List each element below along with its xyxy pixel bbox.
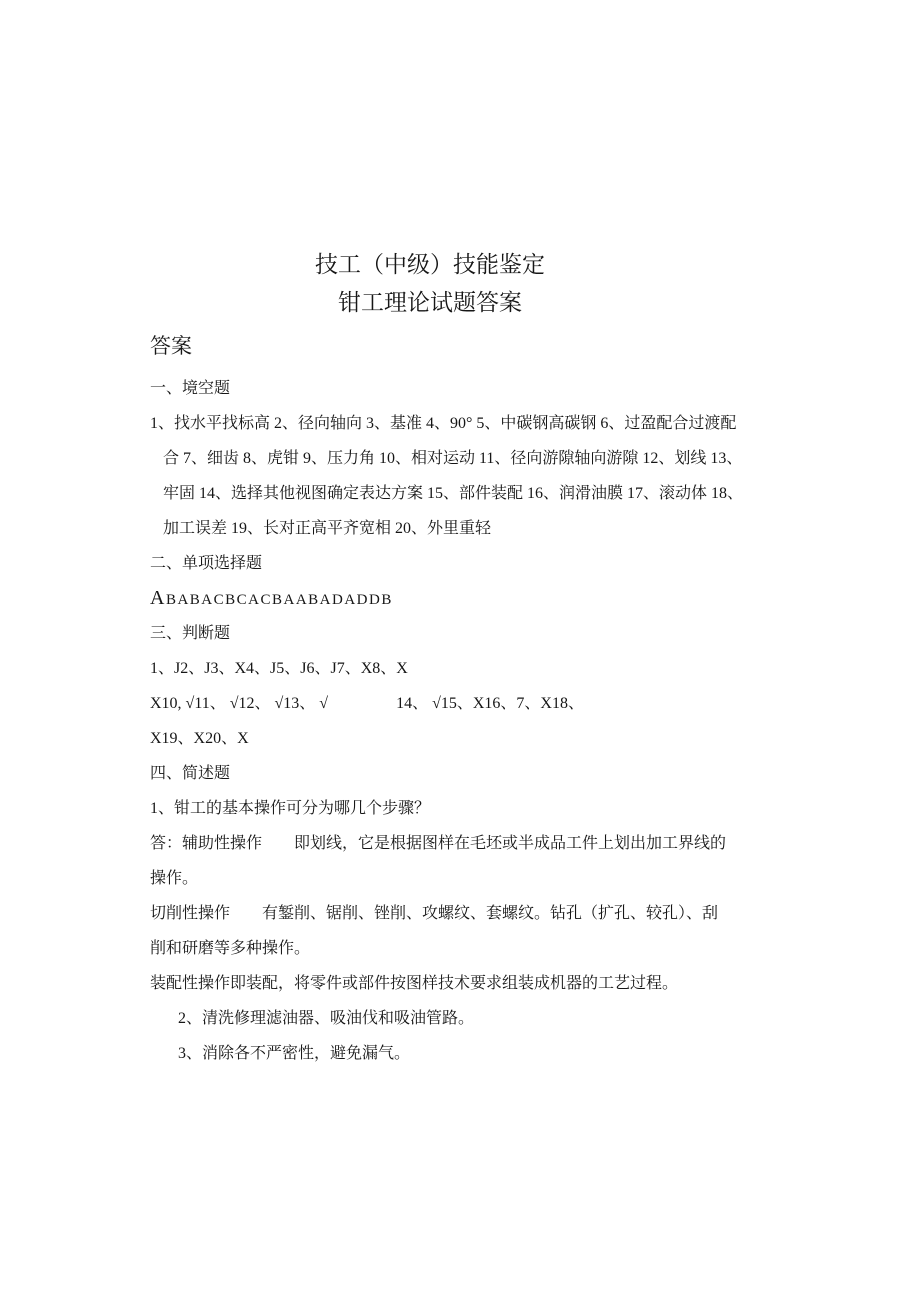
doc-line-16: 切削性操作 有錾削、锯削、锉削、攻螺纹、套螺纹。钻孔（扩孔、较孔）、刮 — [150, 905, 719, 922]
document-title-line2: 钳工理论试题答案 — [338, 290, 522, 315]
doc-line-18: 装配性操作即装配，将零件或部件按图样技术要求组装成机器的工艺过程。 — [150, 975, 679, 992]
document-title-line1: 技工（中级）技能鉴定 — [315, 252, 545, 277]
doc-line-3: 合 7、细齿 8、虎钳 9、压力角 10、相对运动 11、径向游隙轴向游隙 12、划线 13、 — [163, 450, 743, 467]
doc-line-15: 操作。 — [150, 870, 199, 887]
doc-line-13: 1、钳工的基本操作可分为哪几个步骤？ — [150, 800, 431, 817]
doc-line-1: 一、境空题 — [150, 380, 231, 397]
doc-line-20: 3、消除各不严密性，避免漏气。 — [178, 1045, 411, 1062]
doc-line-17: 削和研磨等多种操作。 — [150, 940, 311, 957]
doc-line-4: 牢固 14、选择其他视图确定表达方案 15、部件装配 16、润滑油膜 17、滚动体 18、 — [163, 485, 744, 502]
doc-line-5: 加工误差 19、长对正高平齐宽相 20、外里重轻 — [163, 520, 492, 537]
doc-line-19: 2、清洗修理滤油器、吸油伐和吸油管路。 — [178, 1010, 475, 1027]
doc-line-11: X19、X20、X — [150, 730, 249, 747]
answers-heading: 答案 — [150, 334, 192, 358]
doc-line-6: 二、单项选择题 — [150, 555, 263, 572]
doc-line-2: 1、找水平找标高 2、径向轴向 3、基准 4、90° 5、中碳钢高碳钢 6、过盈配合过渡配 — [150, 415, 737, 432]
document-content — [150, 246, 744, 1071]
document-body — [150, 371, 744, 1071]
doc-line-10: X10, √11、 √12、 √13、 √ 14、 √15、X16、7、X18、 — [150, 695, 584, 712]
doc-line-8: 三、判断题 — [150, 625, 231, 642]
doc-line-9: 1、J2、J3、X4、J5、J6、J7、X8、X — [150, 660, 408, 677]
doc-line-12: 四、简述题 — [150, 765, 231, 782]
doc-line-7: ABABACBCACBAABADADDB — [150, 587, 393, 609]
doc-line-14: 答：辅助性操作 即划线，它是根据图样在毛坯或半成品工件上划出加工界线的 — [150, 835, 727, 852]
